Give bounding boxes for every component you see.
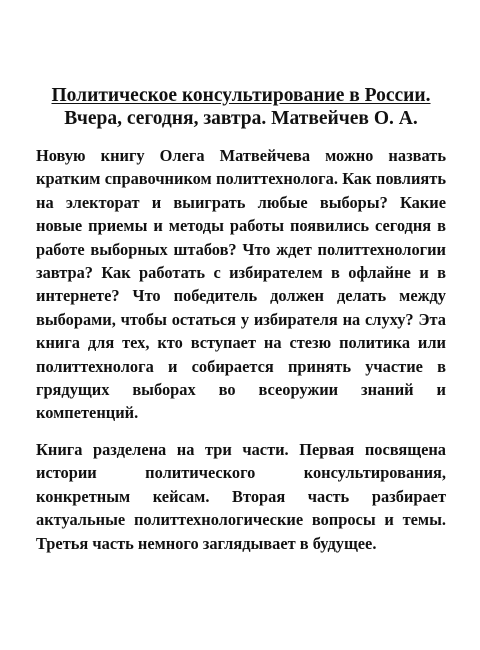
- title-line-1: Политическое консультирование в России.: [51, 85, 431, 106]
- paragraph-intro: Новую книгу Олега Матвейчева можно назвать кратким справочником политтехнолога. Как повлиять на электорат и выиграть любые выборы? Какие новые приемы и методы работы появились сегодня в работе выборных штабов? Что ждет политтехнологии завтра? Как работать с избирателем в офлайне и в интернете? Что победитель должен делать между выборами, чтобы остаться у избирателя на слуху? Эта книга для тех, кто вступает на стезю политика или политтехнолога и собирается принять участие в грядущих выборах во всеоружии знаний и компетенций.: [36, 146, 446, 423]
- paragraph-structure: Книга разделена на три части. Первая посвящена истории политического консультирования, конкретным кейсам. Вторая часть разбирает актуальные политтехнологические вопросы и темы. Третья часть немного заглядывает в будущее.: [36, 439, 446, 553]
- document-title: [36, 84, 446, 130]
- document-page: [36, 84, 446, 568]
- title-line-2: Вчера, сегодня, завтра. Матвейчев О. А.: [64, 108, 418, 129]
